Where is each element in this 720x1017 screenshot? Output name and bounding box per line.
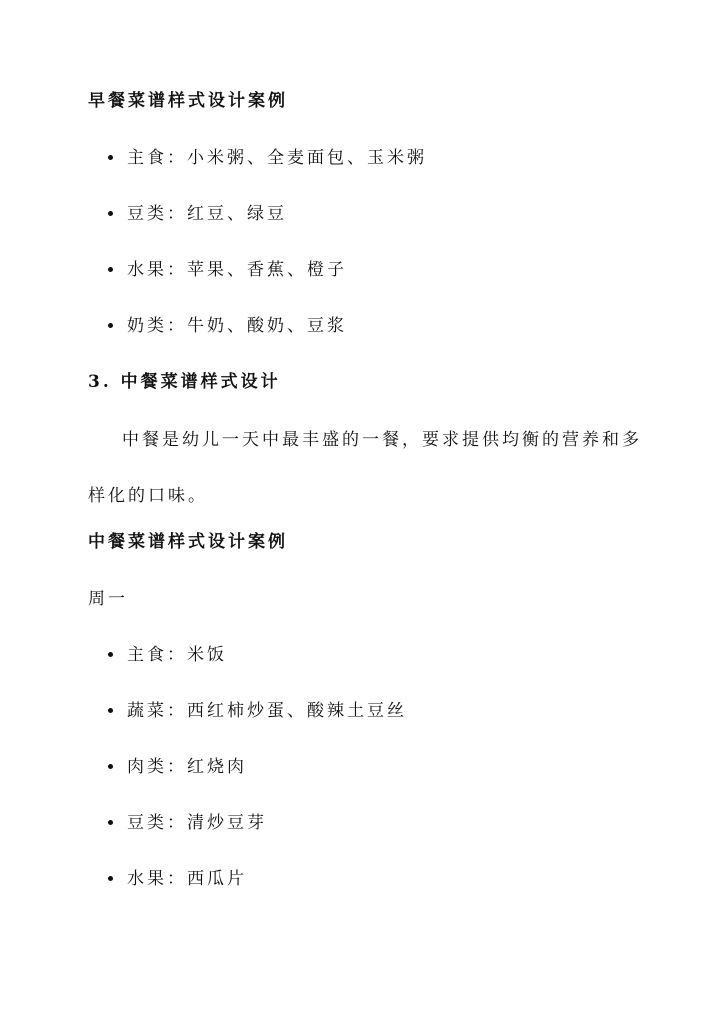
bullet-icon (108, 323, 113, 328)
bullet-icon (108, 764, 113, 769)
list-item-text: 主食：小米粥、全麦面包、玉米粥 (127, 148, 427, 168)
list-item (108, 699, 407, 723)
list-item (108, 202, 287, 226)
bullet-icon (108, 267, 113, 272)
list-item-text: 肉类：红烧肉 (127, 757, 247, 777)
list-item-text: 水果：西瓜片 (127, 869, 247, 889)
list-item-text: 奶类：牛奶、酸奶、豆浆 (127, 316, 347, 336)
bullet-icon (108, 708, 113, 713)
list-item (108, 258, 347, 282)
list-item (108, 643, 227, 667)
breakfast-heading: 早餐菜谱样式设计案例 (88, 91, 288, 111)
list-item (108, 755, 247, 779)
bullet-icon (108, 652, 113, 657)
bullet-icon (108, 211, 113, 216)
list-item-text: 豆类：清炒豆芽 (127, 813, 267, 833)
list-item (108, 867, 247, 891)
list-item (108, 146, 427, 170)
bullet-icon (108, 155, 113, 160)
list-item-text: 主食：米饭 (127, 645, 227, 665)
bullet-icon (108, 876, 113, 881)
list-item-text: 水果：苹果、香蕉、橙子 (127, 260, 347, 280)
lunch-example-heading: 中餐菜谱样式设计案例 (88, 532, 288, 552)
lunch-section-heading: 3. 中餐菜谱样式设计 (88, 372, 281, 392)
lunch-paragraph: 中餐是幼儿一天中最丰盛的一餐，要求提供均衡的营养和多样化的口味。 (88, 430, 642, 506)
list-item (108, 314, 347, 338)
bullet-icon (108, 820, 113, 825)
day-label: 周一 (88, 589, 128, 609)
list-item-text: 蔬菜：西红柿炒蛋、酸辣土豆丝 (127, 701, 407, 721)
list-item-text: 豆类：红豆、绿豆 (127, 204, 287, 224)
list-item (108, 811, 267, 835)
